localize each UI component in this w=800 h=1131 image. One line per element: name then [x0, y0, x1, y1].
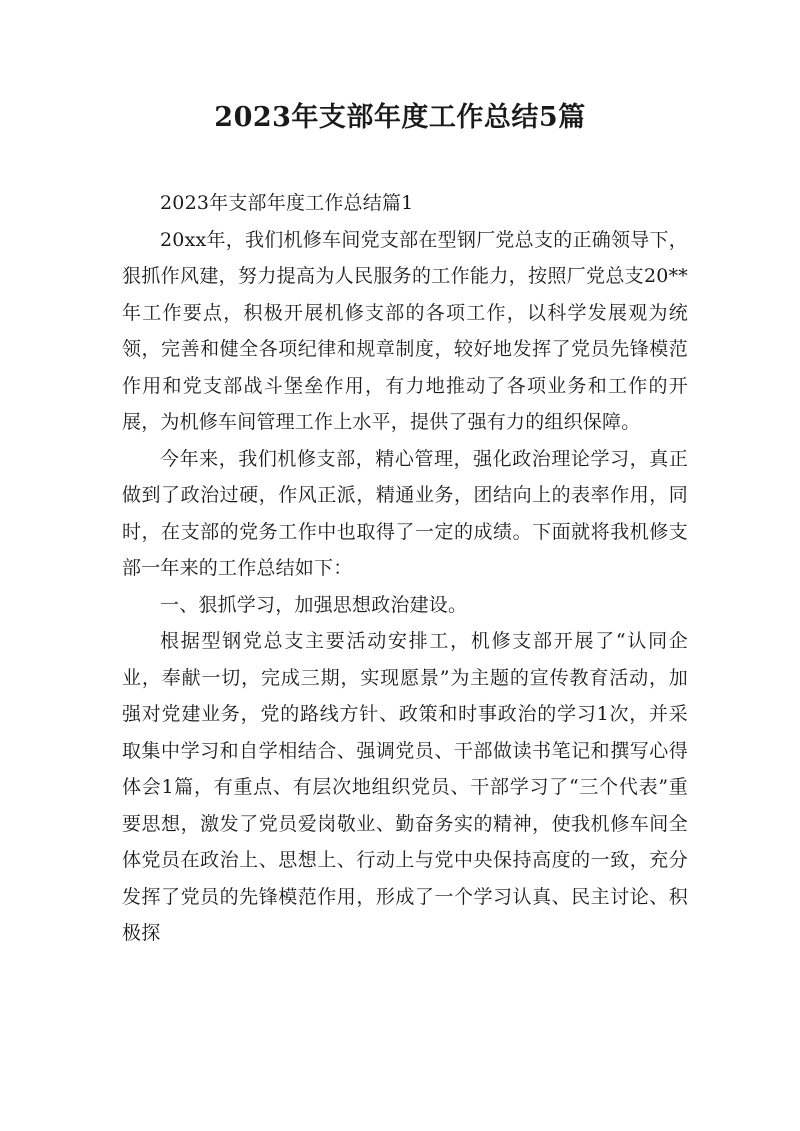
subsection-heading: 一、狠抓学习，加强思想政治建设。: [160, 593, 468, 616]
body-paragraph: 20xx年，我们机修车间党支部在型钢厂党总支的正确领导下，狠抓作风建，努力提高为人民服务的工作能力，按照厂党总支20**年工作要点，积极开展机修支部的各项工作，以科学发展观为统领，完善和健全各项纪律和规章制度，较好地发挥了党员先锋模范作用和党支部战斗堡垒作用，有力地推动了各项业务和工作的开展，为机修车间管理工作上水平，提供了强有力的组织保障。: [122, 228, 688, 433]
document-body: [122, 185, 688, 952]
body-paragraph: 今年来，我们机修支部，精心管理，强化政治理论学习，真正做到了政治过硬，作风正派，精通业务，团结向上的表率作用，同时，在支部的党务工作中也取得了一定的成绩。下面就将我机修支部一年来的工作总结如下：: [122, 447, 688, 579]
body-paragraph: 根据型钢党总支主要活动安排工，机修支部开展了“认同企业，奉献一切，完成三期，实现愿景”为主题的宣传教育活动，加强对党建业务，党的路线方针、政策和时事政治的学习1次，并采取集中学习和自学相结合、强调党员、干部做读书笔记和撰写心得体会1篇，有重点、有层次地组织党员、干部学习了“三个代表”重要思想，激发了党员爱岗敬业、勤奋务实的精神，使我机修车间全体党员在政治上、思想上、行动上与党中央保持高度的一致，充分发挥了党员的先锋模范作用，形成了一个学习认真、民主讨论、积极探: [122, 630, 688, 944]
section-heading: 2023年支部年度工作总结篇1: [160, 192, 414, 214]
document-title: 2023年支部年度工作总结5篇: [214, 102, 586, 133]
